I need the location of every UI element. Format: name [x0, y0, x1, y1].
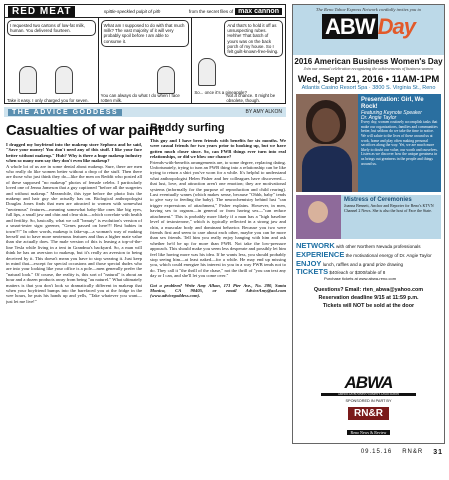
- event-subtitle: Join our annual celebration recognizing the achievements of business women: [303, 66, 434, 71]
- comic-author: max cannon: [235, 8, 282, 15]
- ad-header: [293, 5, 444, 55]
- comic-title: RED MEAT: [8, 6, 75, 17]
- column-header: [4, 107, 286, 117]
- issue-date: 09.15.16: [360, 449, 393, 455]
- event-date: Wed, Sept 21, 2016 • 11AM-1PM: [297, 74, 440, 85]
- ad-questions: [293, 286, 444, 310]
- sponsor-label: SPONSORED IN PART BY: [345, 399, 392, 403]
- speech-bubble: I requested two cartons of low-fat milk, human. You delivered fourteen.: [7, 20, 96, 36]
- comic-caption: Take it easy. I only charged you for seven.: [7, 97, 89, 103]
- character-figure: [19, 66, 37, 94]
- article1-question: I dragged my boyfriend into the makeup store Sephora and he said, "Save your money! You don't need any of this stuff. I like your face better without makeup." Huh? Why is there a huge makeup industry when so many men say they don't even like makeup?: [6, 142, 142, 164]
- publication-name: RN&R: [402, 449, 424, 455]
- abw-day-logo: [296, 14, 441, 40]
- logo-day: Day: [377, 14, 415, 39]
- abwa-subtitle: AMERICAN BUSINESS WOMEN'S ASSOCIATION: [321, 393, 416, 396]
- speaker-photo: [296, 94, 358, 192]
- questions-email[interactable]: Questions? Email: rten_abwa@yahoo.com: [313, 286, 424, 293]
- comic-caption: You can always do what I do when I face rotten milk.: [100, 92, 180, 103]
- highlight-network: NETWORK with other Northern Nevada professionals: [296, 241, 421, 250]
- door-notice: Tickets will NOT be sold at the door: [322, 302, 415, 309]
- comic-tagline: spittle-speckled pulpit of pith: [103, 8, 161, 14]
- comic-caption: Not a chance. It might be obsolete, though.: [226, 92, 276, 103]
- rnr-subtitle: Reno News & Review: [347, 430, 391, 435]
- abw-day-advertisement: [292, 4, 445, 444]
- page-footer: [361, 449, 443, 456]
- rnr-logo: RN&R: [348, 407, 389, 420]
- comic-panels: [5, 18, 285, 104]
- presenter-block: [296, 94, 441, 192]
- comic-from: from the secret files of: [188, 8, 234, 14]
- comic-author-block: [189, 8, 282, 15]
- comic-panel-2: [99, 18, 193, 104]
- speech-bubble: And that's to hold it off as unsuspecting rubes. Hehhe! That batch of yours was on the back porch of my house. So I felt guilt-known-free-living.: [224, 20, 283, 57]
- highlight-experience: EXPERIENCE the motivational energy of Dr. Angie Taylor: [296, 249, 432, 259]
- byline: BY AMY ALKON: [245, 109, 282, 115]
- logo-abw: ABW: [322, 14, 378, 39]
- comic-strip: [4, 4, 286, 104]
- mistress-info: [341, 195, 441, 239]
- reservation-deadline: Reservation deadline 9/15 at 11:59 p.m.: [318, 294, 419, 301]
- mc-photo: [296, 195, 341, 239]
- ad-highlights: [296, 242, 441, 282]
- page-number: 31: [433, 449, 443, 456]
- comic-panel-1: [5, 18, 99, 104]
- tickets-url[interactable]: Purchase tickets at www.abwa-reno.com: [324, 276, 397, 282]
- highlight-enjoy: ENJOY lunch, raffles and a grand prize drawing: [296, 258, 404, 268]
- article2-answer: Friends-with-benefits arrangements are, to some degree, replacing dating. Unfortunately, trying to turn an FWB thing into a relationship can be like trying to return a shirt you've worn for a while. It's helpful to understand what anthropologist Helen Fisher and her colleagues have discovered—that lust, love, and attraction aren't one emotion; they are motivational systems (informally for the purpose of reproduction and child rearing). Lust eventually wanes (which makes sense, because "Ohhh, baby" tends to give way to feeding the baby). The neurochemistry behind lust "can trigger expressions of attachment," Fisher explains. However, in men, having sex to orgasm—in general or from having sex—"can reduce attachment." This is probably more likely if a man has a "high baseline level of testosterone," which is typically reflected in a strong jaw and chin, a muscular body and dominant behavior. Because you two were friends first and seem to care about each other, maybe you can be more than sex friends. Tell him you really enjoy hanging with him and ask whether he'd be up for more than FWB. Not take the low-pressure approach. This should make you seem less desperate and possibly let him feel like having more was his idea. If he wants less, you should probably stop seeing him—at least naked—for a while. He may end up missing you, which could energize his interest in you in a way FWB tends not to do. They call it "the thrill of the chase," not the thrill of "you can text any day or I can, and she'll let you come over.": [150, 159, 286, 279]
- article1-headline: Casualties of war paint: [6, 122, 163, 139]
- speaker-name: Dr. Angie Taylor: [361, 114, 397, 121]
- mistress-block: [296, 195, 441, 239]
- comic-caption: So... once it's a pineapple?: [194, 89, 247, 95]
- event-venue: Atlantis Casino Resort Spa · 3800 S. Virginia St., Reno: [301, 85, 436, 91]
- article2-question: This guy and I have been friends with benefits for six months. We were casual friends for two years prior to hooking up, but we have gotten much closer since. So, can FWB things ever turn into real relationships, or did we blow our chance?: [150, 138, 286, 160]
- event-title: 2016 American Business Women's Day: [294, 57, 443, 66]
- ad-tagline: The Reno Tahoe Express Network cordially invites you to: [315, 7, 422, 12]
- presentation-title: Presentation: Girl, We Rock!: [361, 97, 424, 110]
- speaker-bio: Every day, women routinely accomplish tasks that make our organizations, families and communities better, but seldom do we take the time to notice. We will salute to the lives of these around us at work, home and play often making personal sacrifices along the way. Yet, we are much more likely to doubt our value, our worth and ourselves. Listen as we discover how the unique greatness in us brings out greatness in the people and things around us.: [361, 120, 438, 166]
- presenter-info: [358, 94, 441, 192]
- column-name: THE ADVICE GODDESS: [8, 109, 122, 116]
- featuring-label: Featuring Keynote Speaker: [361, 110, 422, 116]
- character-figure: [55, 66, 73, 94]
- character-figure: [198, 58, 216, 86]
- speech-bubble: What am I supposed to do with that much milk? The vast majority of it will very probably spoil before I am able to consume it.: [101, 20, 190, 47]
- article1-body: [6, 142, 142, 446]
- article2-headline: Buddy surfing: [150, 122, 225, 134]
- abwa-logo: ABWA: [344, 373, 393, 392]
- ad-sponsors: [293, 369, 444, 443]
- comic-panel-3: [192, 18, 285, 104]
- mistress-title: Mistress of Ceremonies: [344, 197, 412, 203]
- character-figure: [157, 66, 175, 94]
- article1-answer: A whole lot of us are in some denial about makeup. Sure, there are men who really do like women better without a drop of the stuff. Then there are those who just think they do—like the men on Reddit who posted all of these supposed "no makeup" photos of female celebs. I particularly loved one of Jenna Jameson that a guy captioned "before all the surgeries and without makeup." Meanwhile, this type before the photo lists the makeup and hair guy she actually has on. Biological anthropologist Douglas Jones finds that men are attracted to women with somewhat "neotenous" features—meaning somewhat baby-like ones like big eyes, full lips, a small jaw and chin and clear skin—which correlate with health and fertility. So, basically, what we call "beauty" is evolution's version of a smart-tester sign: greener, "Genes passed on here!!! Best babies in town!!!" In other words, makeup is fake-up—a woman's way of making herself out to have more neotenous features and thus a higher mate value than she actually does. The male version of this is leasing a top-of-the-line Tesla while living in a tent in Grandma's backyard. So, a man will think he has an aversion to makeup, but it's really an aversion to being deceived by it. This doesn't mean you have to stop wearing it. Just keep in mind that—except for special occasions and those special dudes who are into your looking like your office is a pole—men generally prefer the "natural look." Of course, the reality is, this sort of "natural" is about an hour and a dozen products away from being "au naturel." What ultimately matters is that you don't look so dramatically different in makeup that when your boyfriend bumps into the barefaced you at the fridge in the wee hours, he puts his hands up and yells, "Take whatever you want—just let me live!": [6, 163, 142, 304]
- contact-info: Got a problem? Write Amy Alkon, 171 Pier Ave., No. 280, Santa Monica, CA 90405, or email AdviceAmy@aol.com (www.advicegoddess.com).: [150, 282, 286, 299]
- highlight-tickets: TICKETS $40/each or $300/table of 8 Purchase tickets at www.abwa-reno.com: [296, 268, 441, 281]
- article2-body: [150, 138, 286, 463]
- mistress-bio: Joanna Bennett, Anchor and Reporter for Reno's KTVN Channel 2 News. She is also the host of Face the State.: [344, 203, 434, 213]
- comic-header: [5, 5, 285, 18]
